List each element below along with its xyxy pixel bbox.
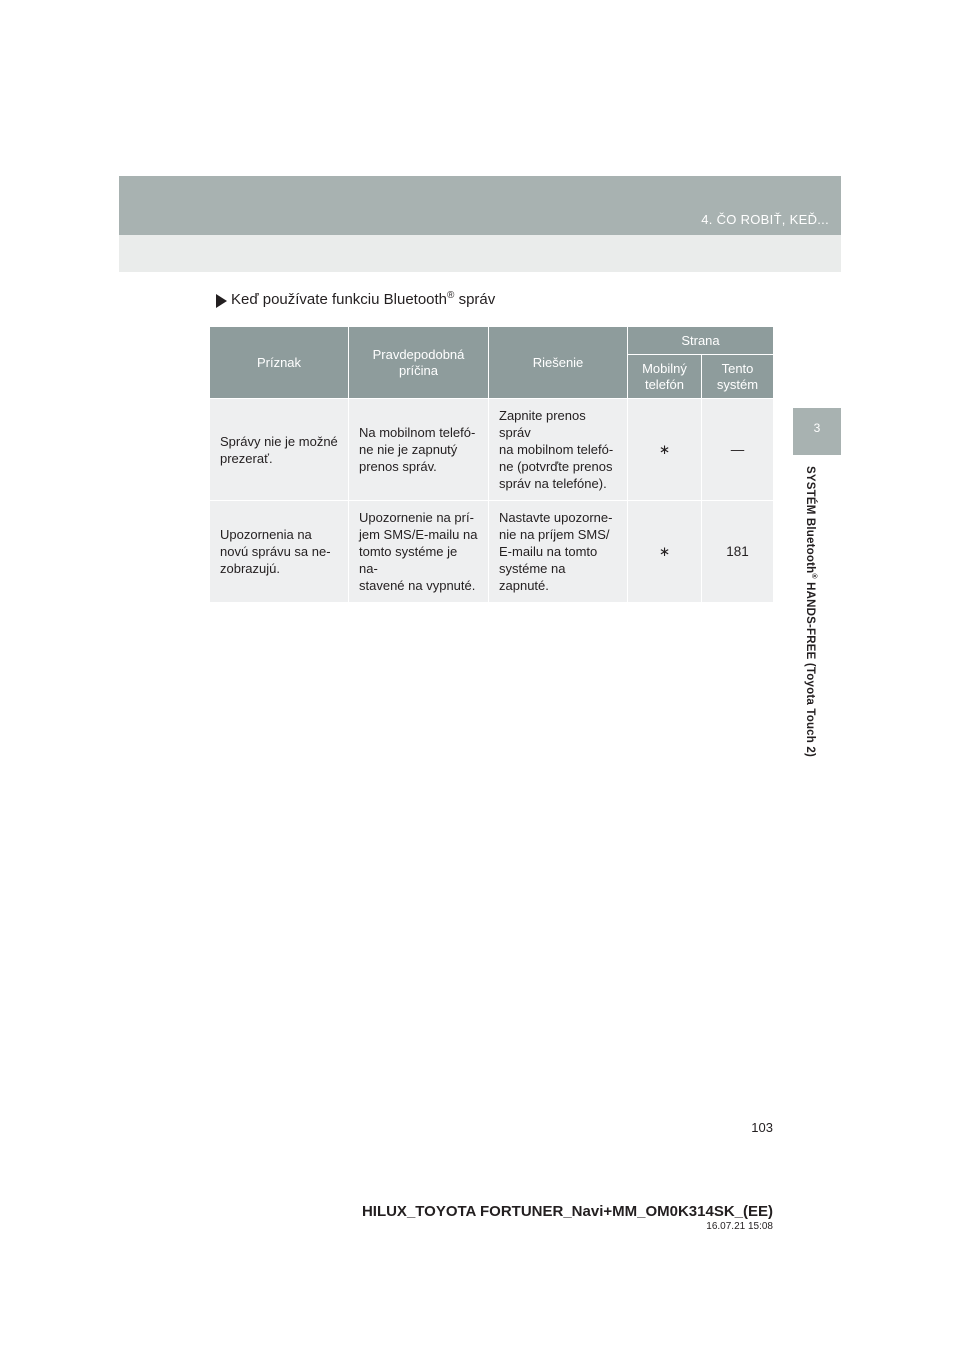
chapter-title: 4. ČO ROBIŤ, KEĎ...	[701, 212, 829, 227]
header-subband	[119, 235, 841, 272]
symptom-cell: Správy nie je možné prezerať.	[210, 399, 349, 501]
section-heading-text: Keď používate funkciu Bluetooth	[231, 291, 448, 308]
header-phone: Mobilný telefón	[628, 355, 702, 399]
header-page: Strana	[628, 327, 774, 355]
header-band	[119, 176, 841, 235]
side-label-text: SYSTÉM Bluetooth	[804, 466, 817, 574]
section-heading	[231, 290, 495, 308]
chapter-tab	[793, 408, 841, 455]
table-row	[210, 501, 774, 603]
section-heading-text-end: správ	[454, 291, 496, 308]
phone-page-cell: ∗	[628, 399, 702, 501]
header-symptom: Príznak	[210, 327, 349, 399]
phone-page-cell: ∗	[628, 501, 702, 603]
header-system: Tento systém	[702, 355, 774, 399]
document-code: HILUX_TOYOTA FORTUNER_Navi+MM_OM0K314SK_(EE)	[361, 1203, 773, 1220]
solution-cell: Nastavte upozorne- nie na príjem SMS/ E-mailu na tomto systéme na zapnuté.	[489, 501, 628, 603]
triangle-bullet-icon	[216, 294, 227, 308]
system-page-cell: 181	[702, 501, 774, 603]
side-label-text-end: HANDS-FREE (Toyota Touch 2)	[804, 578, 817, 758]
cause-cell: Upozornenie na prí- jem SMS/E-mailu na tomto systéme je na- stavené na vypnuté.	[349, 501, 489, 603]
print-timestamp: 16.07.21 15:08	[706, 1221, 773, 1232]
header-cause: Pravdepodobná príčina	[349, 327, 489, 399]
system-page-cell: —	[702, 399, 774, 501]
registered-mark: ®	[447, 290, 455, 301]
registered-mark: ®	[810, 573, 817, 579]
header-solution: Riešenie	[489, 327, 628, 399]
cause-cell: Na mobilnom telefó- ne nie je zapnutý prenos správ.	[349, 399, 489, 501]
chapter-number: 3	[813, 421, 821, 435]
chapter-side-label	[804, 466, 817, 757]
symptom-cell: Upozornenia na novú správu sa ne- zobrazujú.	[210, 501, 349, 603]
troubleshooting-table	[209, 326, 774, 603]
page-number: 103	[751, 1120, 773, 1135]
table-row	[210, 399, 774, 501]
solution-cell: Zapnite prenos správ na mobilnom telefó- ne (potvrďte prenos správ na telefóne).	[489, 399, 628, 501]
